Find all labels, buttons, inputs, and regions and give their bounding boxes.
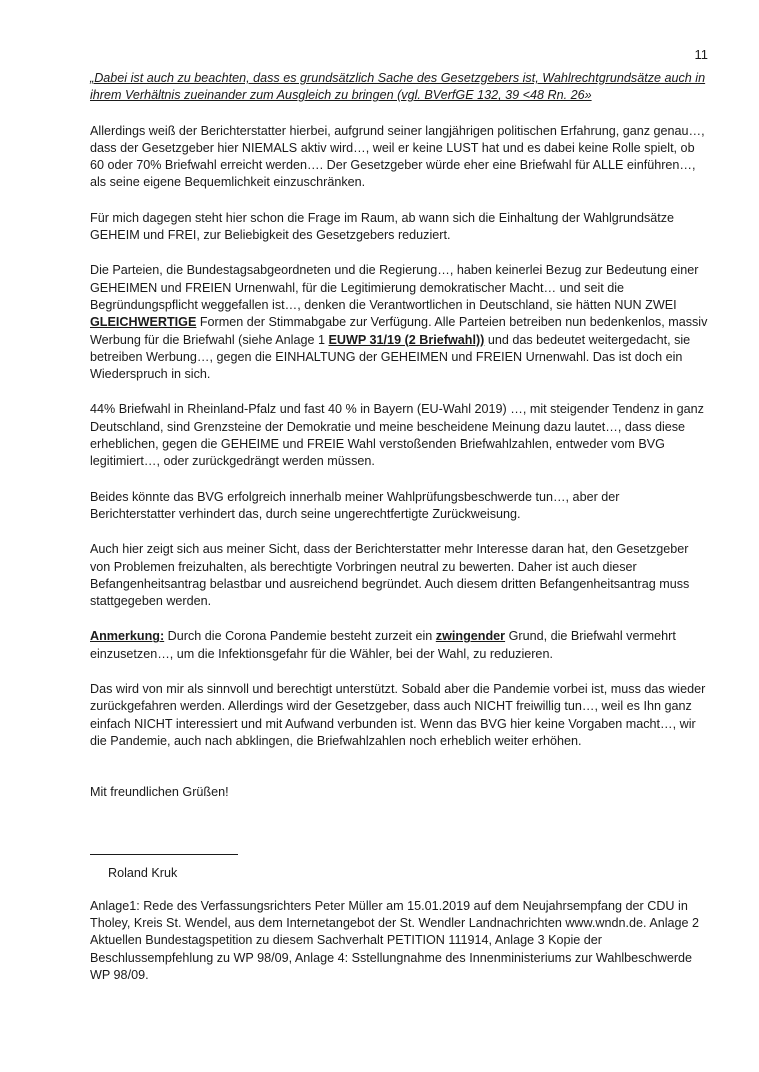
paragraph-1: Allerdings weiß der Berichterstatter hierbei, aufgrund seiner langjährigen politischen Erfahrung, ganz genau…, dass der Gesetzgeber hier NIEMALS aktiv wird…, weil er keine LUST hat und es dabei keine Rolle spielt, ob 60 oder 70% Briefwahl erreicht werden…. Der Gesetzgeber würde eher eine Briefwahl für ALLE einführen…, als seine eigene Bequemlichkeit einzuschränken. — [90, 123, 705, 190]
quote-paragraph: „Dabei ist auch zu beachten, dass es grundsätzlich Sache des Gesetzgebers ist, Wahlrechtgrundsätze auch in ihrem Verhältnis zueinander zum Ausgleich zu bringen (vgl. BVerfGE 132, 39 <48 Rn. 26» — [90, 71, 706, 103]
closing-greeting: Mit freundlichen Grüßen! — [90, 785, 229, 800]
paragraph-7-text-a: Durch die Corona Pandemie besteht zurzeit ein — [164, 629, 436, 644]
paragraph-3-text-e: und das bedeutet weitergedacht, sie betreiben Werbung…, gegen die EINHALTUNG der GEHEIMEN und FREIEN Urnenwahl. Das ist doch ein Wiederspruch in sich. — [90, 332, 691, 382]
paragraph-5: Beides könnte das BVG erfolgreich innerhalb meiner Wahlprüfungsbeschwerde tun…, aber der Berichterstatter verhindert das, durch seine ungerechtfertigte Zurückweisung. — [90, 489, 620, 521]
page-number: 11 — [694, 47, 708, 62]
paragraph-2: Für mich dagegen steht hier schon die Frage im Raum, ab wann sich die Einhaltung der Wahlgrundsätze GEHEIM und FREI, zur Beliebigkeit des Gesetzgebers reduziert. — [90, 210, 675, 243]
paragraph-3 — [90, 262, 708, 383]
signature-line — [90, 854, 238, 855]
paragraph-4: 44% Briefwahl in Rheinland-Pfalz und fast 40 % in Bayern (EU-Wahl 2019) …, mit steigender Tendenz in ganz Deutschland, sind Grenzsteine der Demokratie und meine bescheidene Meinung dazu lautet…, dass diese erheblichen, gegen die GEHEIME und FREIE Wahl verstoßenden Briefwahlzahlen, entweder vom BVG legitimiert…, oder zurückgedrängt werden müssen. — [90, 402, 704, 469]
zwingender-emphasis: zwingender — [435, 629, 506, 644]
gleichwertige-emphasis: GLEICHWERTIGE — [90, 315, 197, 330]
paragraph-3-text-c: Formen der Stimmabgabe zur Verfügung. Alle Parteien betreiben nun bedenkenlos, massiv Werbung für die Briefwahl (siehe Anlage 1 — [90, 315, 708, 347]
letter-body — [90, 70, 708, 984]
anlagen-list: Anlage1: Rede des Verfassungsrichters Peter Müller am 15.01.2019 auf dem Neujahrsempfang der CDU in Tholey, Kreis St. Wendel, aus dem Internetangebot der St. Wendler Landnachrichten www.wndn.de. Anlage 2 Aktuellen Bundestagspetition zu diesem Sachverhalt PETITION 111914, Anlage 3 Kopie der Beschlussempfehlung zu WP 98/09, Anlage 4: Sstellungnahme des Innenministeriums zur Wahlbeschwerde WP 98/09. — [90, 898, 700, 982]
paragraph-7 — [90, 628, 708, 663]
paragraph-8: Das wird von mir als sinnvoll und berechtigt unterstützt. Sobald aber die Pandemie vorbei ist, muss das wieder zurückgefahren werden. Allerdings wird der Gesetzgeber, dass auch NICHT freiwillig tun…, weil es Ihn ganz einfach NICHT interessiert und mit Aufwand verbunden ist. Wenn das BVG hier keine Vorgaben macht…, wir die Pandemie, auch nach abklingen, die Briefwahlzahlen noch erheblich weiter erhöhen. — [90, 682, 706, 748]
anlage-reference: EUWP 31/19 (2 Briefwahl)) — [328, 332, 485, 347]
paragraph-3-text-a: Die Parteien, die Bundestagsabgeordneten und die Regierung…, haben keinerlei Bezug zur Bedeutung einer GEHEIMEN und FREIEN Urnenwahl, für die Legitimierung demokratischer Macht… und seit die Begründungspflicht weggefallen ist…, denken die Verantwortlichen in Deutschland, sie hätten NUN ZWEI — [90, 263, 699, 312]
anmerkung-label: Anmerkung: — [90, 629, 165, 644]
paragraph-6: Auch hier zeigt sich aus meiner Sicht, dass der Berichterstatter mehr Interesse daran hat, den Gesetzgeber von Problemen freizuhalten, als berechtigte Vorbringen neutral zu bewerten. Daher ist auch dieser Befangenheitsantrag belastbar und ausreichend begründet. Auch diesem dritten Befangenheitsantrag muss stattgegeben werden. — [90, 542, 690, 609]
paragraph-7-text-c: Grund, die Briefwahl vermehrt einzusetzen…, um die Infektionsgefahr für die Wähler, bei der Wahl, zu reduzieren. — [90, 629, 676, 661]
signature-name: Roland Kruk — [108, 865, 178, 880]
